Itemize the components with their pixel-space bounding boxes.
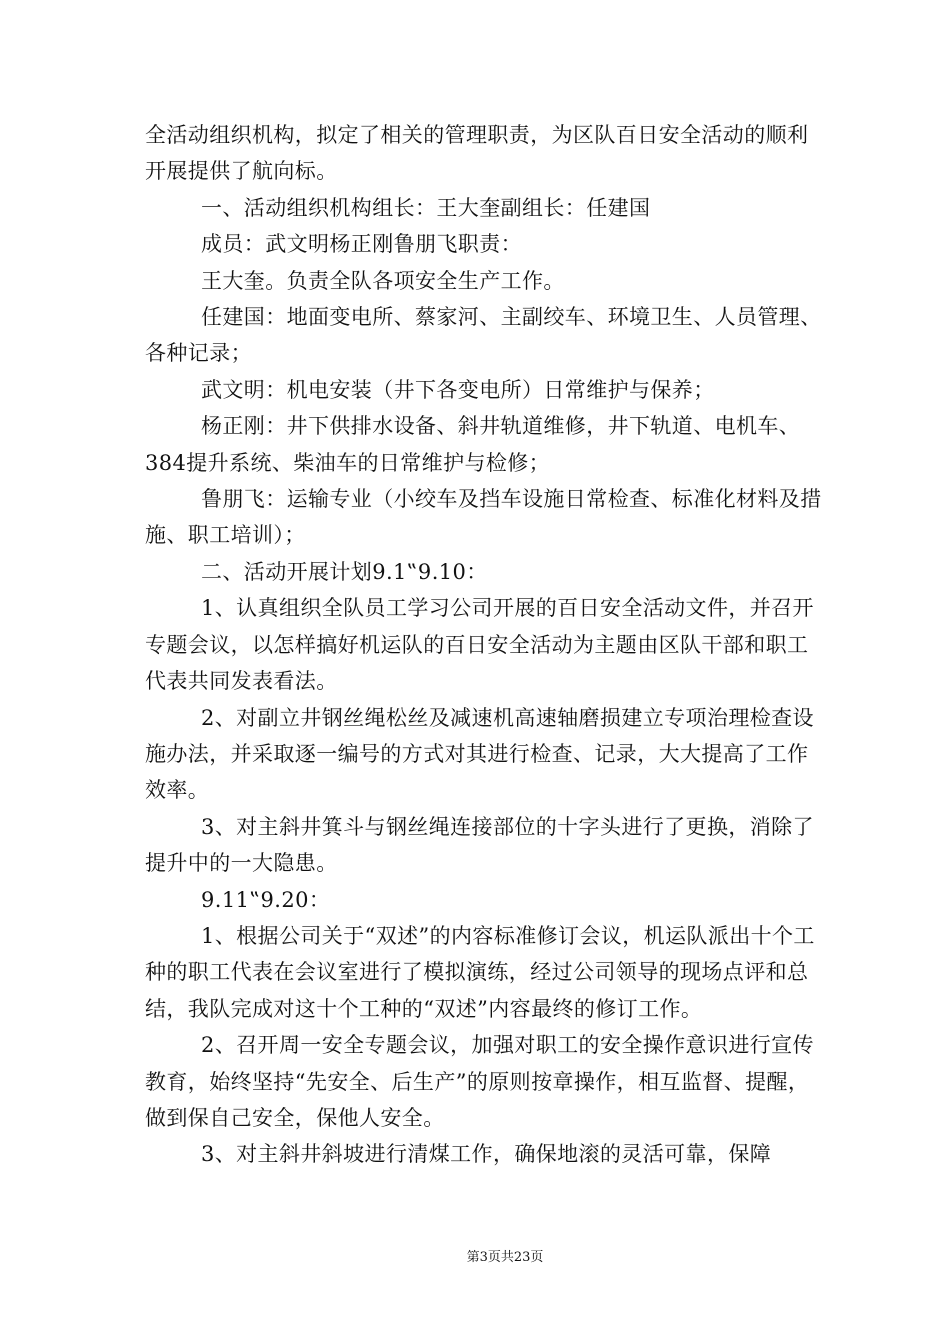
section-heading: 9.11‟9.20： [201, 887, 331, 912]
paragraph: 2、召开周一安全专题会议，加强对职工的安全操作意识进行宣传教育，始终坚持“先安全、后生产”的原则按章操作，相互监督、提醒，做到保自己安全，保他人安全。 [145, 1033, 814, 1130]
paragraph: 1、根据公司关于“双述”的内容标准修订会议，机运队派出十个工种的职工代表在会议室进行了模拟演练，经过公司领导的现场点评和总结，我队完成对这十个工种的“双述”内容最终的修订工作。 [145, 923, 815, 1021]
paragraph: 鲁朋飞：运输专业（小绞车及挡车设施日常检查、标准化材料及措施、职工培训）； [145, 487, 822, 548]
paragraph: 杨正刚：井下供排水设备、斜井轨道维修，井下轨道、电机车、384提升系统、柴油车的日常维护与检修； [145, 414, 801, 475]
document-body [145, 117, 825, 1173]
paragraph: 1、认真组织全队员工学习公司开展的百日安全活动文件，并召开专题会议，以怎样搞好机运队的百日安全活动为主题由区队干部和职工代表共同发表看法。 [145, 596, 814, 694]
paragraph: 任建国：地面变电所、蔡家河、主副绞车、环境卫生、人员管理、各种记录； [145, 305, 822, 366]
paragraph: 2、对副立井钢丝绳松丝及减速机高速轴磨损建立专项治理检查设施办法，并采取逐一编号的方式对其进行检查、记录，大大提高了工作效率。 [145, 705, 814, 803]
paragraph: 3、对主斜井箕斗与钢丝绳连接部位的十字头进行了更换，消除了提升中的一大隐患。 [145, 814, 814, 876]
page-number-footer: 第3页共23页 [466, 1250, 544, 1265]
paragraph: 武文明：机电安装（井下各变电所）日常维护与保养； [201, 377, 715, 402]
paragraph: 王大奎。负责全队各项安全生产工作。 [201, 268, 565, 293]
paragraph: 3、对主斜井斜坡进行清煤工作，确保地滚的灵活可靠，保障 [201, 1142, 772, 1167]
paragraph: 成员：武文明杨正刚鲁朋飞职责： [201, 232, 522, 257]
paragraph: 一、活动组织机构组长：王大奎副组长：任建国 [201, 195, 651, 220]
section-heading: 二、活动开展计划9.1‟9.10： [201, 559, 488, 584]
paragraph: 全活动组织机构，拟定了相关的管理职责，为区队百日安全活动的顺利开展提供了航向标。 [145, 123, 809, 184]
